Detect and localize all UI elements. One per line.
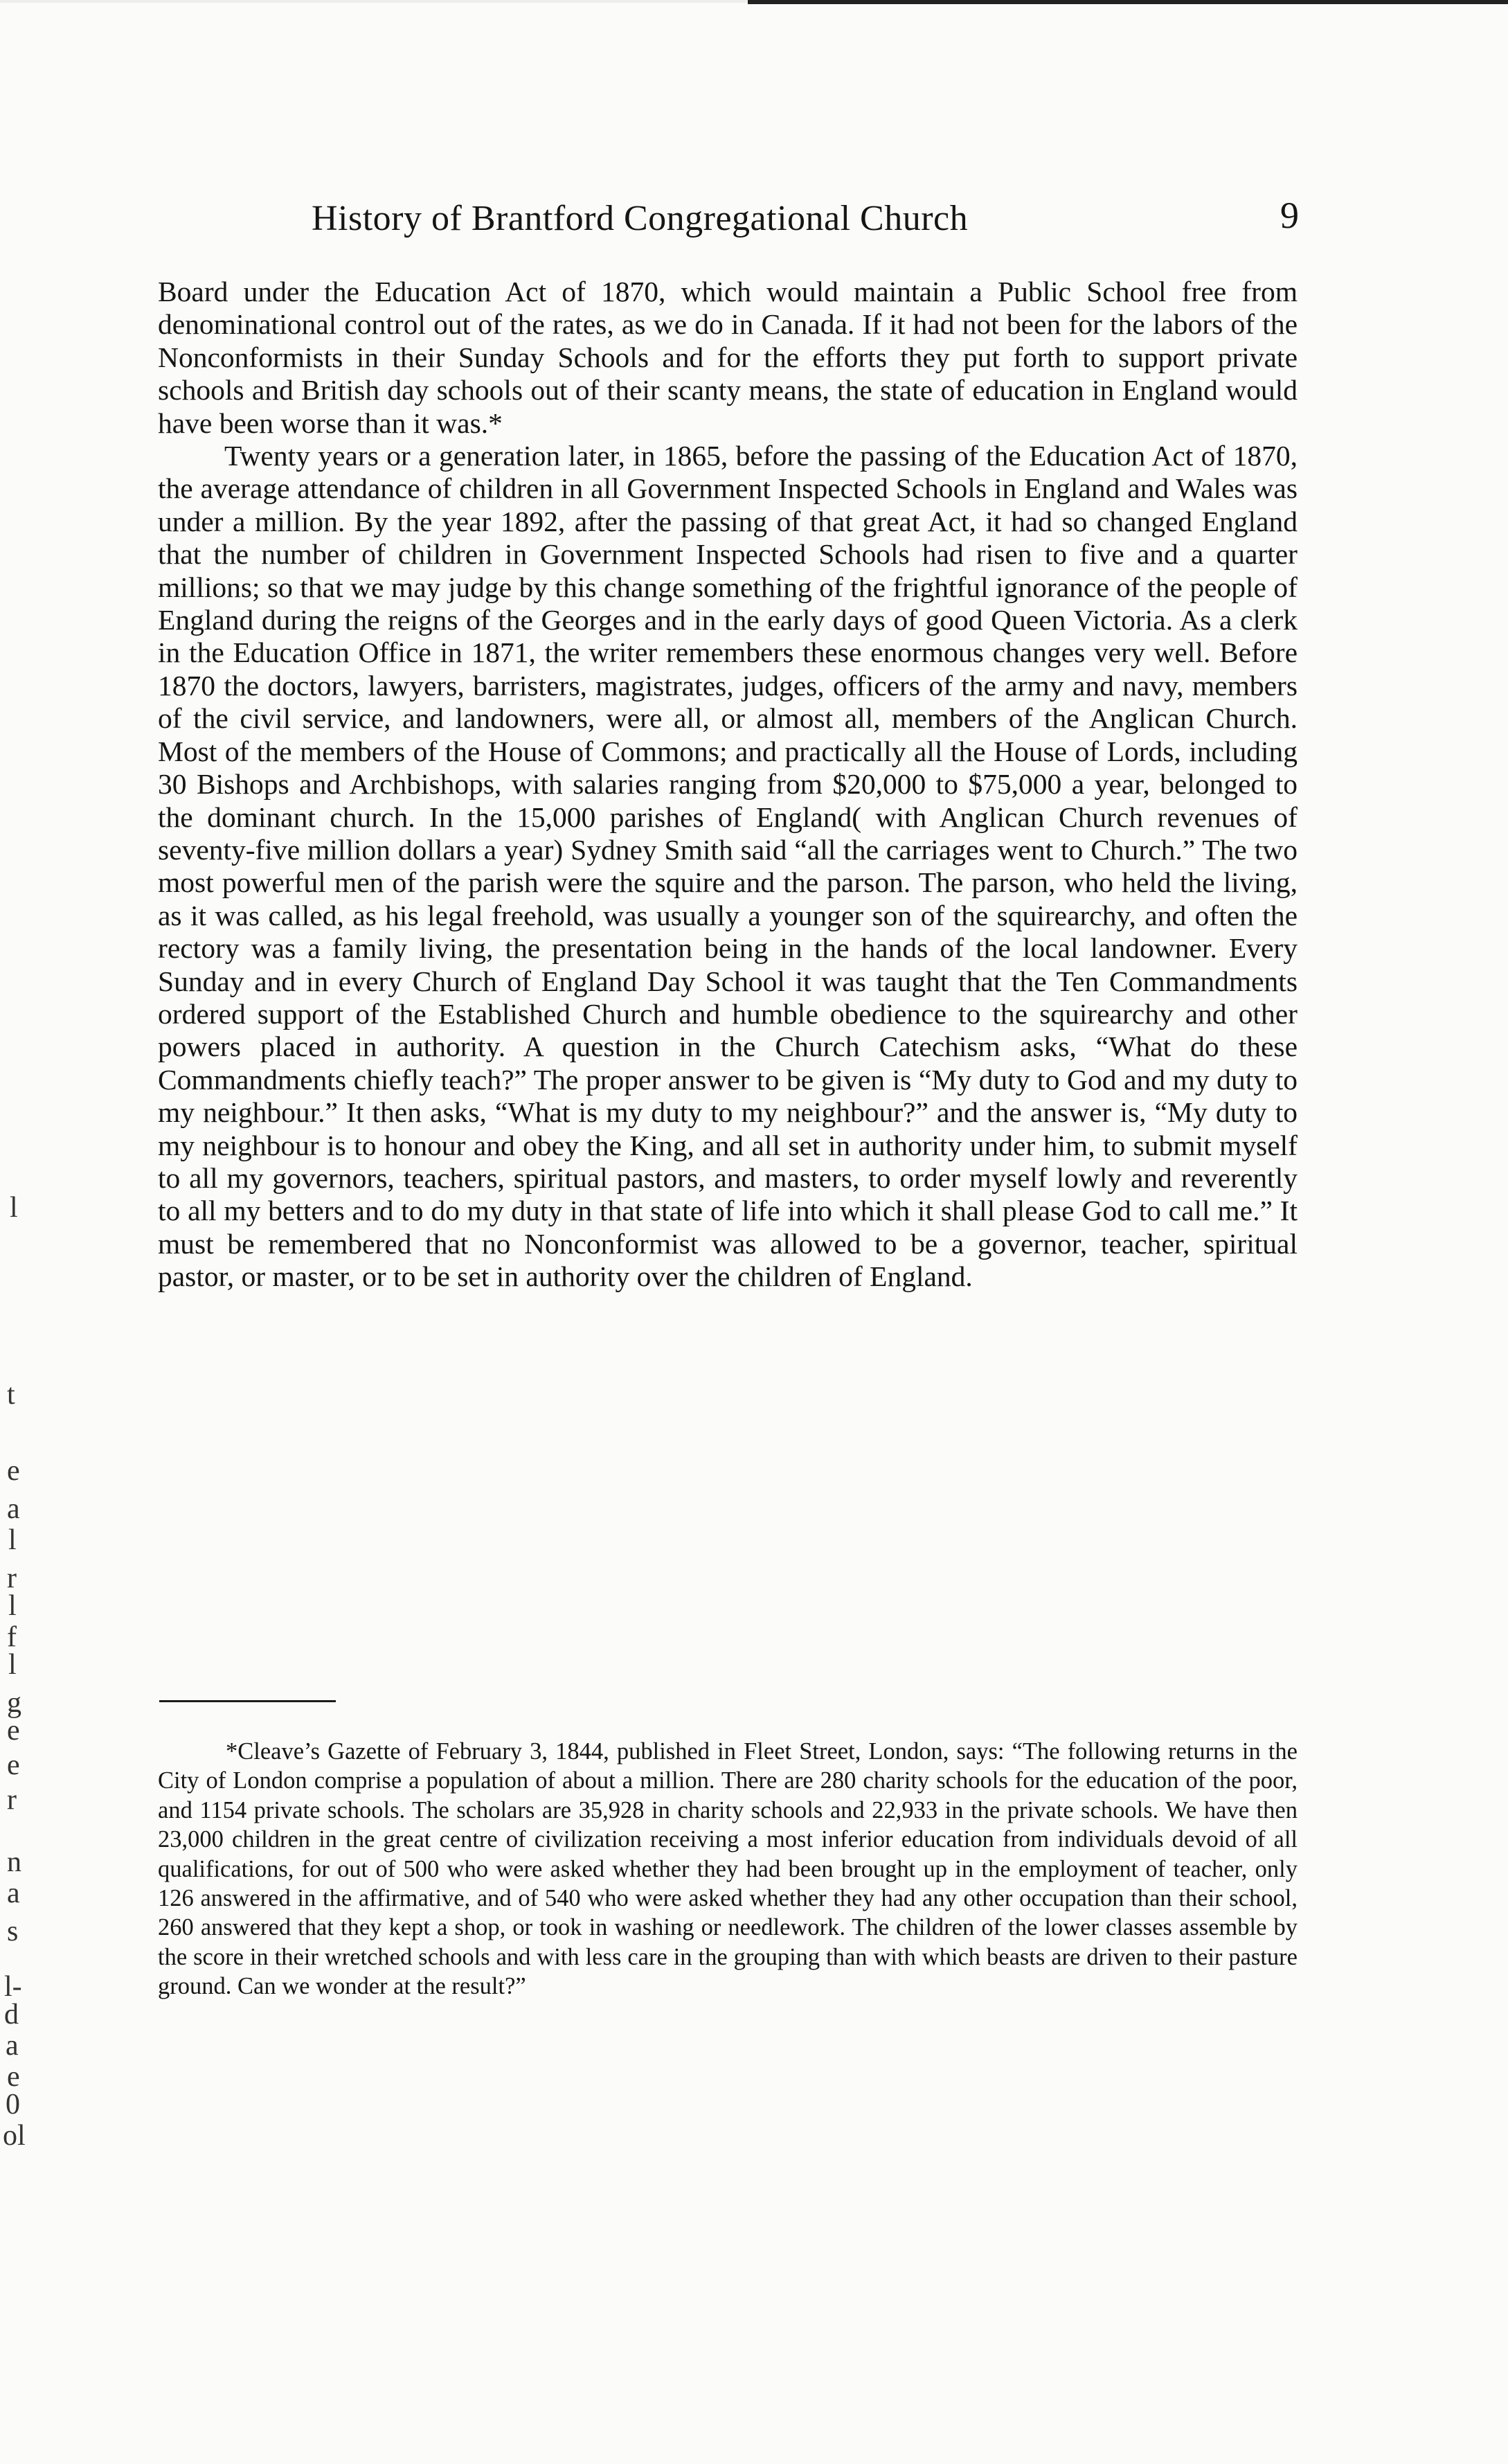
bleed-glyph: e	[7, 1749, 20, 1781]
bleed-glyph: 0	[6, 2089, 20, 2121]
running-title: History of Brantford Congregational Church	[312, 199, 969, 238]
bleed-glyph: s	[7, 1916, 19, 1947]
bleed-glyph: f	[7, 1621, 17, 1653]
bleed-glyph: r	[7, 1562, 17, 1594]
bleed-glyph: e	[7, 1455, 20, 1487]
bleed-glyph: a	[7, 1877, 20, 1909]
bleed-glyph: l-	[4, 1971, 22, 2003]
page-number: 9	[1280, 195, 1299, 236]
top-edge-shadow	[748, 0, 1508, 4]
bleed-glyph: e	[7, 2061, 20, 2093]
bleed-glyph: r	[7, 1784, 17, 1816]
bleed-glyph: ol	[3, 2120, 26, 2152]
paragraph: Board under the Education Act of 1870, which would maintain a Public School free from denominational control out of the rates, as we do in Canada. If it had not been for the labors of the Nonconformists in their Sunday Schools and for the efforts they put forth to support private schools and British day schools out of their scanty means, the state of education in England would have been worse than it was.*	[158, 276, 1298, 439]
bleed-glyph: l	[8, 1649, 17, 1681]
bleed-glyph: l	[10, 1192, 18, 1224]
bleed-glyph: a	[7, 1493, 20, 1525]
bleed-glyph: d	[4, 1999, 19, 2030]
page-header	[159, 195, 1302, 247]
footnote: *Cleave’s Gazette of February 3, 1844, published in Fleet Street, London, says: “The following returns in the City of London comprise a population of about a million. There are 280 charity schools for the education of the poor, and 1154 private schools. The scholars are 35,928 in charity schools and 22,933 in the private schools. We have then 23,000 children in the great centre of civilization receiving a most inferior education from individuals devoid of all qualifications, for out of 500 who were asked whether they had been brought up in the employment of teacher, only 126 answered in the affirmative, and of 540 who were asked whether they had any other occupation than their school, 260 answered that they kept a shop, or took in washing or needlework. The children of the lower classes assemble by the score in their wretched schools and with less care in the grouping than with which beasts are driven to their pasture ground. Can we wonder at the result?”	[158, 1738, 1298, 2000]
bleed-glyph: a	[6, 2030, 19, 2062]
footnote-divider	[159, 1700, 336, 1702]
bleed-glyph: e	[7, 1715, 20, 1747]
body-text	[158, 276, 1298, 1294]
bleed-glyph: l	[8, 1590, 17, 1622]
bleed-glyph: l	[8, 1524, 17, 1556]
bleed-glyph: t	[7, 1379, 15, 1411]
bleed-glyph: g	[7, 1687, 21, 1719]
facing-page-bleed	[0, 0, 138, 2464]
bleed-glyph: n	[7, 1846, 21, 1878]
paragraph: Twenty years or a generation later, in 1865, before the passing of the Education Act of 1870, the average attendance of children in all Government Inspected Schools in England and Wales was under a million. By the year 1892, after the passing of that great Act, it had so changed England that the number of children in Government Inspected Schools had risen to five and a quarter millions; so that we may judge by this change something of the frightful ignorance of the people of England during the reigns of the Georges and in the early days of good Queen Victoria. As a clerk in the Education Office in 1871, the writer remembers these enormous changes very well. Before 1870 the doctors, lawyers, barristers, magistrates, judges, officers of the army and navy, members of the civil service, and landowners, were all, or almost all, members of the Anglican Church. Most of the members of the House of Commons; and practically all the House of Lords, including 30 Bishops and Archbishops, with salaries ranging from $20,000 to $75,000 a year, belonged to the dominant church. In the 15,000 parishes of England( with Anglican Church revenues of seventy-five million dollars a year) Sydney Smith said “all the carriages went to Church.” The two most powerful men of the parish were the squire and the parson. The parson, who held the living, as it was called, as his legal freehold, was usually a younger son of the squirearchy, and often the rectory was a family living, the presentation being in the hands of the local landowner. Every Sunday and in every Church of England Day School it was taught that the Ten Commandments ordered support of the Established Church and humble obedience to the squirearchy and other powers placed in authority. A question in the Church Catechism asks, “What do these Commandments chiefly teach?” The proper answer to be given is “My duty to God and my duty to my neighbour.” It then asks, “What is my duty to my neighbour?” and the answer is, “My duty to my neighbour is to honour and obey the King, and all set in authority under him, to submit myself to all my governors, teachers, spiritual pastors, and masters, to order myself lowly and reverently to all my betters and to do my duty in that state of life into which it shall please God to call me.” It must be remembered that no Nonconformist was allowed to be a governor, teacher, spiritual pastor, or master, or to be set in authority over the children of England.	[158, 440, 1298, 1293]
